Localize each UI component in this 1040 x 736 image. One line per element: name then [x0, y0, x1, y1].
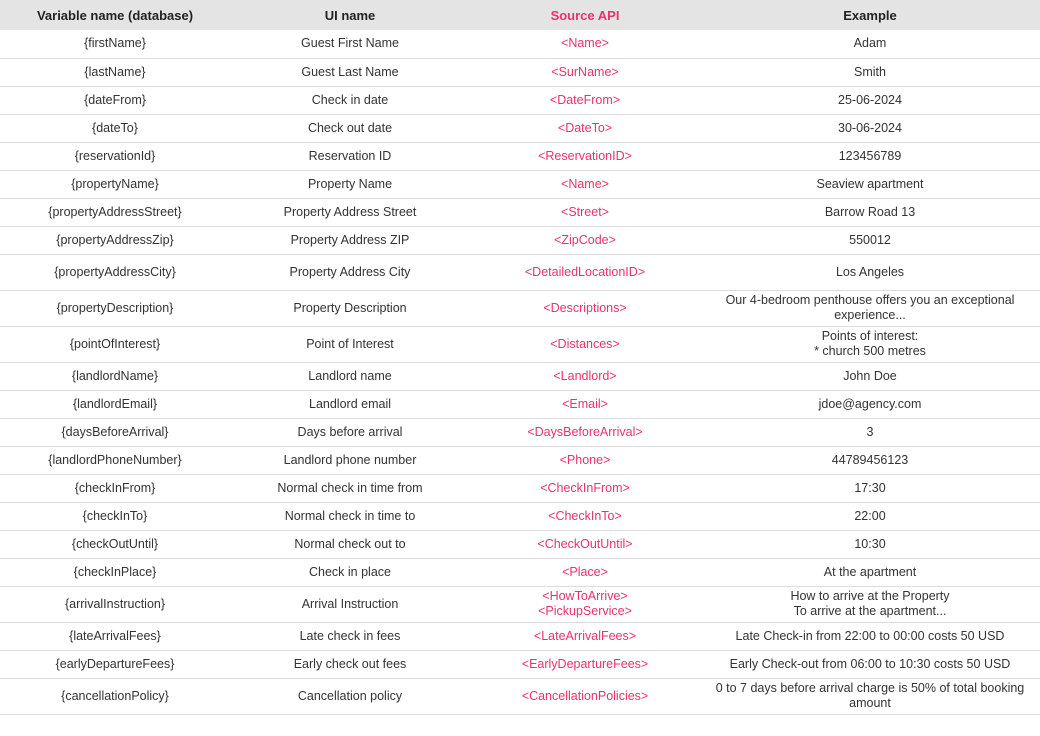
table-row: [0, 362, 1040, 390]
cell-example: Smith: [700, 58, 1040, 86]
table-row: [0, 650, 1040, 678]
table-row: [0, 114, 1040, 142]
cell-ui-name: Property Name: [230, 170, 470, 198]
cell-example: 123456789: [700, 142, 1040, 170]
cell-example: At the apartment: [700, 558, 1040, 586]
cell-ui-name: Check in place: [230, 558, 470, 586]
cell-variable-name: {propertyAddressZip}: [0, 226, 230, 254]
cell-source-api: <Landlord>: [470, 362, 700, 390]
cell-variable-name: {checkOutUntil}: [0, 530, 230, 558]
header-source-api: Source API: [550, 7, 620, 23]
cell-example: Our 4-bedroom penthouse offers you an exceptional experience...: [700, 290, 1040, 326]
table-row: [0, 254, 1040, 290]
cell-variable-name: {pointOfInterest}: [0, 326, 230, 362]
cell-variable-name: {arrivalInstruction}: [0, 586, 230, 622]
header-row: [0, 0, 1040, 30]
cell-variable-name: {firstName}: [0, 30, 230, 58]
cell-variable-name: {cancellationPolicy}: [0, 678, 230, 714]
cell-example: 3: [700, 418, 1040, 446]
cell-source-api: <CheckInFrom>: [470, 474, 700, 502]
cell-example: 25-06-2024: [700, 86, 1040, 114]
cell-variable-name: {dateTo}: [0, 114, 230, 142]
cell-source-api: <ReservationID>: [470, 142, 700, 170]
cell-ui-name: Landlord phone number: [230, 446, 470, 474]
table-row: [0, 170, 1040, 198]
header-ui-name: UI name: [324, 7, 376, 23]
cell-variable-name: {lateArrivalFees}: [0, 622, 230, 650]
cell-example: Late Check-in from 22:00 to 00:00 costs 50 USD: [700, 622, 1040, 650]
cell-example: Los Angeles: [700, 254, 1040, 290]
cell-ui-name: Guest Last Name: [230, 58, 470, 86]
cell-variable-name: {dateFrom}: [0, 86, 230, 114]
table-row: [0, 558, 1040, 586]
table-row: [0, 290, 1040, 326]
cell-source-api: <Street>: [470, 198, 700, 226]
cell-source-api: <SurName>: [470, 58, 700, 86]
cell-ui-name: Point of Interest: [230, 326, 470, 362]
cell-example: 44789456123: [700, 446, 1040, 474]
cell-variable-name: {lastName}: [0, 58, 230, 86]
cell-source-api: <DaysBeforeArrival>: [470, 418, 700, 446]
table-row: [0, 226, 1040, 254]
cell-ui-name: Check out date: [230, 114, 470, 142]
table-row: [0, 446, 1040, 474]
cell-variable-name: {landlordName}: [0, 362, 230, 390]
header-example: Example: [843, 7, 897, 23]
cell-source-api: <DateFrom>: [470, 86, 700, 114]
cell-ui-name: Property Address City: [230, 254, 470, 290]
table-row: [0, 30, 1040, 58]
cell-example: 22:00: [700, 502, 1040, 530]
table-row: [0, 58, 1040, 86]
table-header: [0, 0, 1040, 30]
table-body: [0, 30, 1040, 714]
table-row: [0, 474, 1040, 502]
cell-source-api: <DetailedLocationID>: [470, 254, 700, 290]
cell-variable-name: {checkInFrom}: [0, 474, 230, 502]
cell-ui-name: Late check in fees: [230, 622, 470, 650]
cell-variable-name: {earlyDepartureFees}: [0, 650, 230, 678]
cell-example: 10:30: [700, 530, 1040, 558]
table-row: [0, 622, 1040, 650]
cell-ui-name: Normal check in time from: [230, 474, 470, 502]
cell-ui-name: Cancellation policy: [230, 678, 470, 714]
cell-source-api: <DateTo>: [470, 114, 700, 142]
cell-example: 0 to 7 days before arrival charge is 50% of total booking amount: [700, 678, 1040, 714]
table-row: [0, 586, 1040, 622]
table-row: [0, 198, 1040, 226]
cell-source-api: <HowToArrive> <PickupService>: [470, 586, 700, 622]
cell-variable-name: {checkInPlace}: [0, 558, 230, 586]
cell-variable-name: {propertyAddressStreet}: [0, 198, 230, 226]
cell-example: John Doe: [700, 362, 1040, 390]
cell-example: jdoe@agency.com: [700, 390, 1040, 418]
cell-example: How to arrive at the Property To arrive at the apartment...: [700, 586, 1040, 622]
cell-example: Barrow Road 13: [700, 198, 1040, 226]
cell-variable-name: {daysBeforeArrival}: [0, 418, 230, 446]
cell-example: 30-06-2024: [700, 114, 1040, 142]
cell-example: Seaview apartment: [700, 170, 1040, 198]
cell-ui-name: Property Address ZIP: [230, 226, 470, 254]
cell-ui-name: Property Description: [230, 290, 470, 326]
table-row: [0, 326, 1040, 362]
cell-source-api: <Name>: [470, 30, 700, 58]
cell-source-api: <CancellationPolicies>: [470, 678, 700, 714]
cell-ui-name: Normal check out to: [230, 530, 470, 558]
cell-source-api: <CheckInTo>: [470, 502, 700, 530]
cell-source-api: <EarlyDepartureFees>: [470, 650, 700, 678]
cell-variable-name: {landlordPhoneNumber}: [0, 446, 230, 474]
cell-source-api: <Email>: [470, 390, 700, 418]
cell-variable-name: {landlordEmail}: [0, 390, 230, 418]
cell-ui-name: Days before arrival: [230, 418, 470, 446]
table-row: [0, 142, 1040, 170]
cell-source-api: <Name>: [470, 170, 700, 198]
cell-variable-name: {reservationId}: [0, 142, 230, 170]
cell-ui-name: Check in date: [230, 86, 470, 114]
cell-ui-name: Guest First Name: [230, 30, 470, 58]
cell-example: 550012: [700, 226, 1040, 254]
cell-source-api: <Place>: [470, 558, 700, 586]
cell-ui-name: Arrival Instruction: [230, 586, 470, 622]
table-row: [0, 502, 1040, 530]
table-row: [0, 530, 1040, 558]
cell-example: 17:30: [700, 474, 1040, 502]
cell-source-api: <Descriptions>: [470, 290, 700, 326]
table-row: [0, 678, 1040, 714]
cell-variable-name: {propertyDescription}: [0, 290, 230, 326]
cell-source-api: <Distances>: [470, 326, 700, 362]
cell-source-api: <LateArrivalFees>: [470, 622, 700, 650]
table-row: [0, 86, 1040, 114]
header-variable-name: Variable name (database): [36, 7, 194, 23]
cell-ui-name: Property Address Street: [230, 198, 470, 226]
cell-variable-name: {checkInTo}: [0, 502, 230, 530]
table-row: [0, 390, 1040, 418]
cell-ui-name: Landlord email: [230, 390, 470, 418]
cell-ui-name: Reservation ID: [230, 142, 470, 170]
cell-source-api: <CheckOutUntil>: [470, 530, 700, 558]
cell-ui-name: Normal check in time to: [230, 502, 470, 530]
cell-ui-name: Landlord name: [230, 362, 470, 390]
cell-ui-name: Early check out fees: [230, 650, 470, 678]
cell-example: Points of interest: * church 500 metres: [700, 326, 1040, 362]
cell-variable-name: {propertyName}: [0, 170, 230, 198]
cell-variable-name: {propertyAddressCity}: [0, 254, 230, 290]
table-row: [0, 418, 1040, 446]
cell-example: Adam: [700, 30, 1040, 58]
cell-source-api: <ZipCode>: [470, 226, 700, 254]
cell-example: Early Check-out from 06:00 to 10:30 costs 50 USD: [700, 650, 1040, 678]
cell-source-api: <Phone>: [470, 446, 700, 474]
